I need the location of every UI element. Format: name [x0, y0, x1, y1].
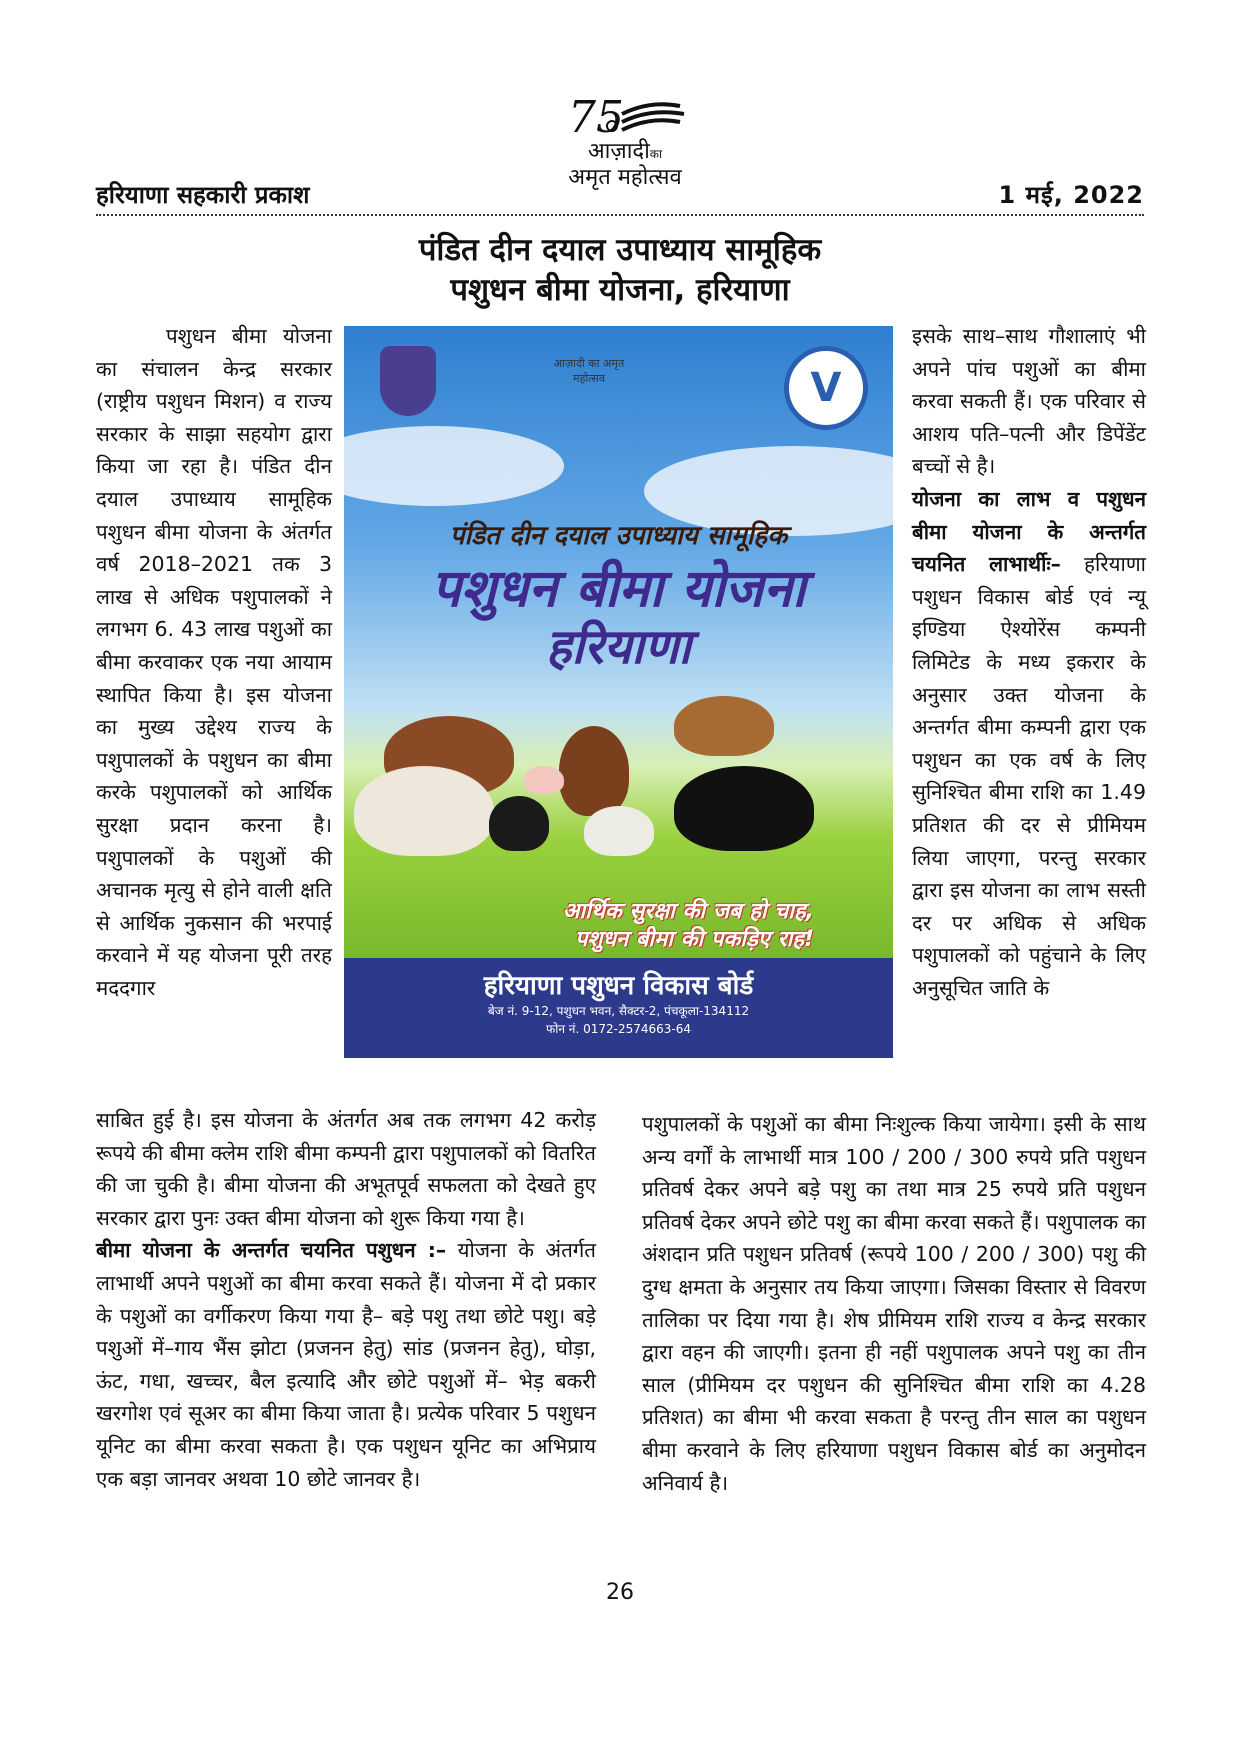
article-title — [96, 230, 1144, 310]
paragraph: पशुपालकों के पशुओं का बीमा निःशुल्क किया जायेगा। इसी के साथ अन्य वर्गों के लाभार्थी मात्र 100 / 200 / 300 रुपये प्रति पशुधन प्रतिवर्ष देकर अपने बड़े पशु का तथा मात्र 25 रुपये प्रति पशुधन प्रतिवर्ष देकर अपने छोटे पशु का बीमा करवा सकते हैं। पशुपालक का अंशदान प्रति पशुधन प्रतिवर्ष (रूपये 100 / 200 / 300) पशु की दुग्ध क्षमता के अनुसार तय किया जाएगा। जिसका विस्तार से विवरण तालिका पर दिया गया है। शेष प्रीमियम राशि राज्य व केन्द्र सरकार द्वारा वहन की जाएगी। इतना ही नहीं पशुपालक अपने पशु का तीन साल (प्रीमियम दर पशुधन की सुनिश्चित बीमा राशि का 4.28 प्रतिशत) का बीमा भी करवा सकता है परन्तु तीन साल का पशुधन बीमा करवाने के लिए हरियाणा पशुधन विकास बोर्ड का अनुमोदन अनिवार्य है। — [642, 1112, 1146, 1495]
pig-icon — [524, 766, 564, 794]
publication-name: हरियाणा सहकारी प्रकाश — [96, 181, 310, 209]
poster-heading-big2: हरियाणा — [546, 619, 691, 675]
seventy-five-logo-icon — [560, 92, 690, 140]
logo-line1: आज़ादी — [587, 139, 650, 164]
poster-footer-banner — [344, 958, 893, 1058]
page-number: 26 — [606, 1580, 634, 1605]
poster-slogan — [374, 898, 814, 954]
slogan-line2: पशुधन बीमा की पकड़िए राह! — [575, 927, 814, 952]
svg-text:75: 75 — [568, 92, 624, 140]
poster-azadi-logo: आज़ादी का अमृत महोत्सव — [553, 357, 625, 385]
white-cow-icon — [354, 766, 494, 856]
livestock-board-seal-icon: V — [784, 346, 868, 430]
poster-heading-small: पंडित दीन दयाल उपाध्याय सामूहिक — [449, 521, 788, 551]
logo-line2: अमृत महोत्सव — [568, 165, 682, 190]
section-heading: बीमा योजना के अन्तर्गत चयनित पशुधन :– — [96, 1238, 447, 1263]
board-phone: फोन नं. 0172-2574663-64 — [545, 1022, 692, 1036]
title-line2: पशुधन बीमा योजना, हरियाणा — [450, 272, 790, 308]
haryana-emblem-icon — [380, 346, 436, 416]
slogan-line1: आर्थिक सुरक्षा की जब हो चाह, — [562, 899, 814, 924]
sheep-icon — [584, 806, 654, 856]
paragraph: पशुधन बीमा योजना का संचालन केन्द्र सरकार (राष्ट्रीय पशुधन मिशन) व राज्य सरकार के साझा सहयोग द्वारा किया जा रहा है। पंडित दीन दयाल उपाध्याय सामूहिक पशुधन बीमा योजना के अंतर्गत वर्ष 2018–2021 तक 3 लाख से अधिक पशुपालकों ने लगभग 6. 43 लाख पशुओं का बीमा करवाकर एक नया आयाम स्थापित किया है। इस योजना का मुख्य उद्देश्य राज्य के पशुपालकों के पशुधन का बीमा करके पशुपालकों को आर्थिक सुरक्षा प्रदान करना है। पशुपालकों के पशुओं की अचानक मृत्यु से होने वाली क्षति से आर्थिक नुकसान की भरपाई करवाने में यह योजना पूरी तरह मददगार — [96, 324, 332, 1000]
camel-icon — [674, 696, 774, 756]
issue-date: 1 मई, 2022 — [998, 181, 1144, 209]
board-address: बेज नं. 9-12, पशुधन भवन, सैक्टर-2, पंचकूला-134112 — [487, 1004, 750, 1018]
goat-icon — [489, 796, 549, 851]
title-line1: पंडित दीन दयाल उपाध्याय सामूहिक — [418, 232, 822, 268]
header-divider — [96, 214, 1144, 216]
paragraph: इसके साथ–साथ गौशालाएं भी अपने पांच पशुओं का बीमा करवा सकती हैं। एक परिवार से आशय पति–पत्नी और डिपेंडेंट बच्चों से है। — [912, 324, 1146, 479]
column-left-bottom — [96, 1104, 596, 1495]
column-right-bottom — [642, 1108, 1146, 1499]
logo-line1-suffix: का — [649, 147, 663, 161]
board-name: हरियाणा पशुधन विकास बोर्ड — [483, 971, 754, 1001]
cloud — [344, 426, 564, 506]
section-heading: योजना का लाभ व पशुधन बीमा योजना के अन्तर्गत चयनित लाभार्थीः– — [912, 486, 1146, 577]
paragraph: साबित हुई है। इस योजना के अंतर्गत अब तक लगभग 42 करोड़ रूपये की बीमा क्लेम राशि बीमा कम्पनी द्वारा पशुपालकों को वितरित की जा चुकी है। बीमा योजना की अभूतपूर्व सफलता को देखते हुए सरकार द्वारा पुनः उक्त बीमा योजना को शुरू किया गया है। — [96, 1108, 596, 1230]
poster-heading-big: पशुधन बीमा योजना — [431, 559, 806, 619]
horse-icon — [559, 726, 629, 816]
paragraph: योजना के अंतर्गत लाभार्थी अपने पशुओं का बीमा करवा सकते हैं। योजना में दो प्रकार के पशुओं का वर्गीकरण किया गया है– बड़े पशु तथा छोटे पशु। बड़े पशुओं में–गाय भैंस झोटा (प्रजनन हेतु) सांड (प्रजनन हेतु), घोड़ा, ऊंट, गधा, खच्चर, बैल इत्यादि और छोटे पशुओं में– भेड़ बकरी खरगोश एवं सूअर का बीमा किया जाता है। प्रत्येक परिवार 5 पशुधन यूनिट का बीमा करवा सकता है। एक पशुधन यूनिट का अभिप्राय एक बड़ा जानवर अथवा 10 छोटे जानवर है। — [96, 1238, 596, 1491]
paragraph: हरियाणा पशुधन विकास बोर्ड एवं न्यू इण्डिया ऐश्योरेंस कम्पनी लिमिटेड के मध्य इकरार के अनुसार उक्त योजना के अन्तर्गत बीमा कम्पनी द्वारा एक पशुधन का एक वर्ष के लिए सुनिश्चित बीमा राशि का 1.49 प्रतिशत की दर से प्रीमियम लिया जाएगा, परन्तु सरकार द्वारा इस योजना का लाभ सस्ती दर पर अधिक से अधिक पशुपालकों को पहुंचाने के लिए अनुसूचित जाति के — [912, 552, 1146, 1000]
scheme-poster — [344, 326, 893, 1058]
column-left-top — [96, 320, 332, 1004]
azadi-ka-amrit-mahotsav-logo — [530, 92, 720, 202]
column-right-top — [912, 320, 1146, 1004]
buffalo-icon — [674, 766, 814, 851]
